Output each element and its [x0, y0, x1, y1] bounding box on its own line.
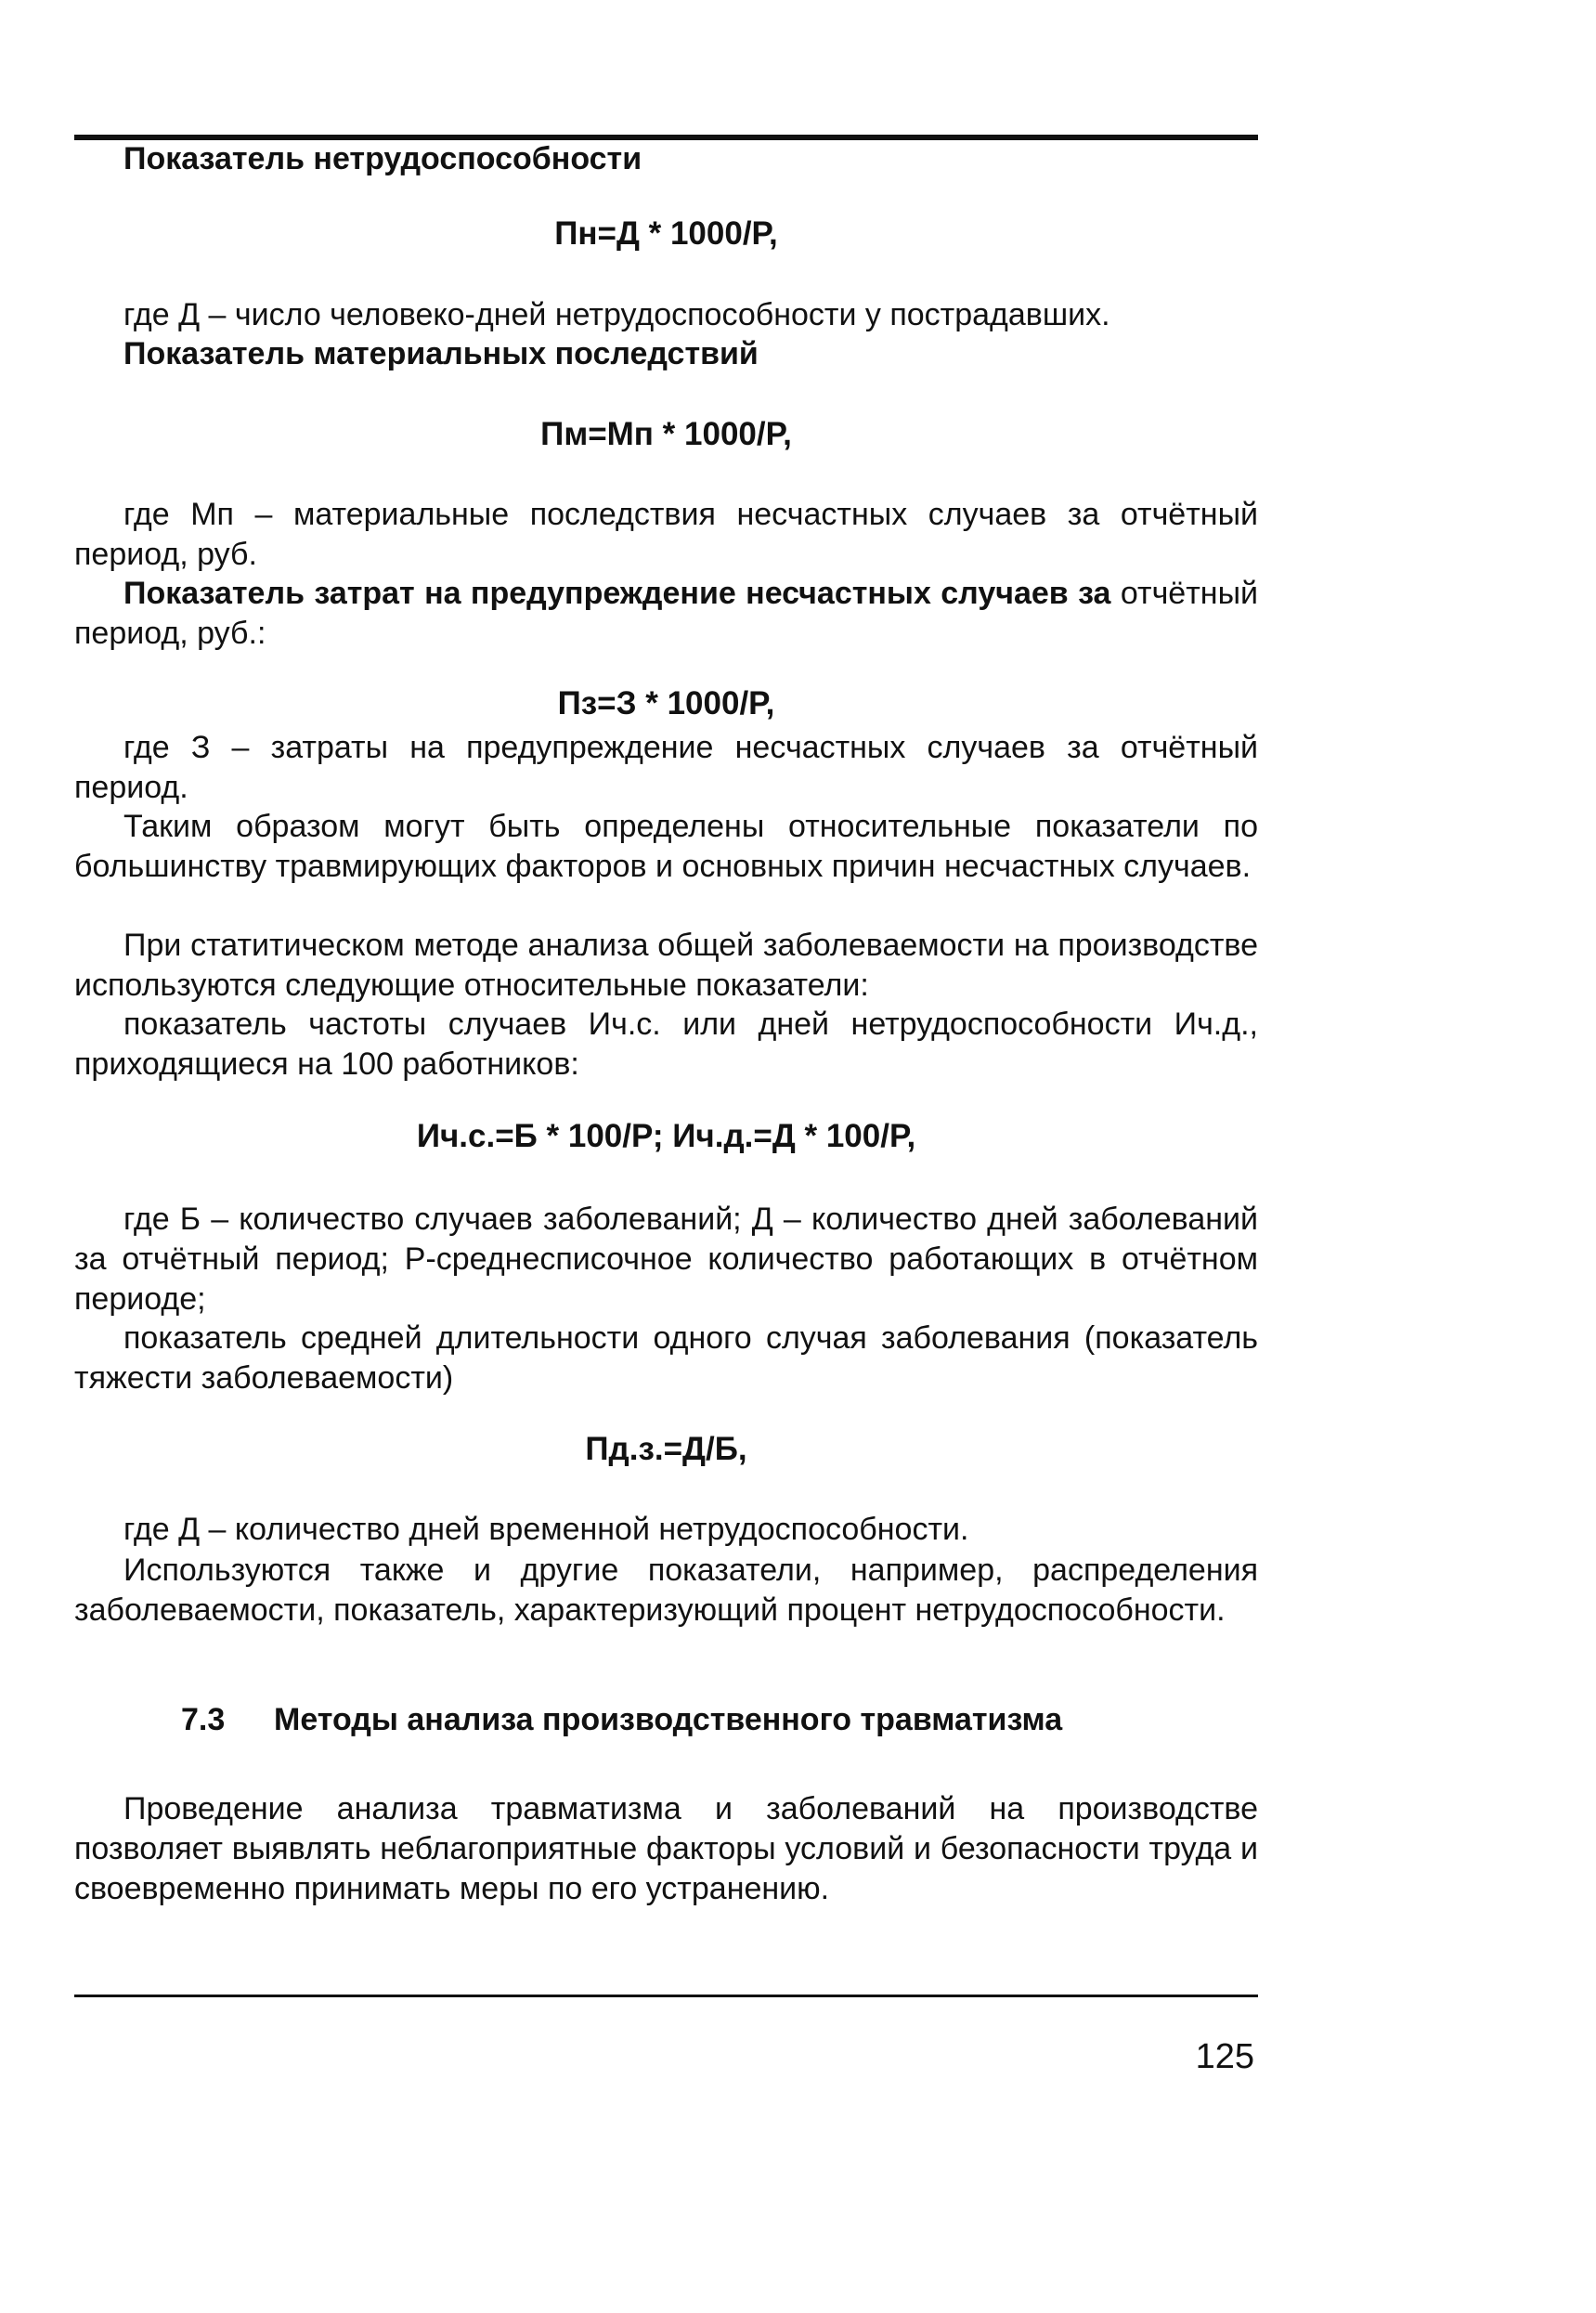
formula-pdz: Пд.з.=Д/Б,	[585, 1431, 747, 1467]
bottom-rule	[74, 1995, 1258, 1997]
heading-costs-bold: Показатель затрат на предупреждение несчастных случаев за	[123, 576, 1111, 611]
top-rule	[74, 135, 1258, 140]
para-duration: показатель средней длительности одного случая заболевания (показатель тяжести заболеваемости)	[74, 1320, 1258, 1396]
heading-material: Показатель материальных последствий	[123, 336, 759, 371]
para-thus: Таким образом могут быть определены относительные показатели по большинству травмирующих факторов и основных причин несчастных случаев.	[74, 809, 1258, 884]
formula-pn: Пн=Д * 1000/Р,	[554, 215, 778, 252]
heading-costs-rest: отчётный период, руб.:	[74, 576, 1258, 651]
section-number: 7.3	[181, 1702, 226, 1737]
para-other: Используются также и другие показатели, например, распределения заболеваемости, показатель, характеризующий процент нетрудоспособности.	[74, 1553, 1258, 1628]
where-mp: где Мп – материальные последствия несчастных случаев за отчётный период, руб.	[74, 497, 1258, 572]
where-d-disability: где Д – число человеко-дней нетрудоспособности у пострадавших.	[123, 297, 1110, 332]
para-frequency: показатель частоты случаев Ич.с. или дней нетрудоспособности Ич.д., приходящиеся на 100 работников:	[74, 1007, 1258, 1082]
heading-disability: Показатель нетрудоспособности	[123, 141, 642, 176]
where-b: где Б – количество случаев заболеваний; Д – количество дней заболеваний за отчётный период; Р-среднесписочное количество работающих в отчётном периоде;	[74, 1202, 1258, 1317]
section-title: Методы анализа производственного травматизма	[274, 1702, 1063, 1737]
formula-ich: Ич.с.=Б * 100/Р; Ич.д.=Д * 100/Р,	[416, 1118, 916, 1154]
para-analysis: Проведение анализа травматизма и заболеваний на производстве позволяет выявлять неблагоприятные факторы условий и безопасности труда и своевременно принимать меры по его устранению.	[74, 1791, 1258, 1906]
formula-pz: Пз=З * 1000/Р,	[557, 685, 775, 721]
formula-pm: Пм=Мп * 1000/Р,	[540, 416, 792, 452]
heading-costs	[74, 574, 1258, 654]
para-statistical: При статитическом методе анализа общей заболеваемости на производстве используются следующие относительные показатели:	[74, 928, 1258, 1003]
where-z: где З – затраты на предупреждение несчастных случаев за отчётный период.	[74, 730, 1258, 805]
where-d-days: где Д – количество дней временной нетрудоспособности.	[123, 1512, 969, 1547]
page-number: 125	[1195, 2037, 1254, 2076]
